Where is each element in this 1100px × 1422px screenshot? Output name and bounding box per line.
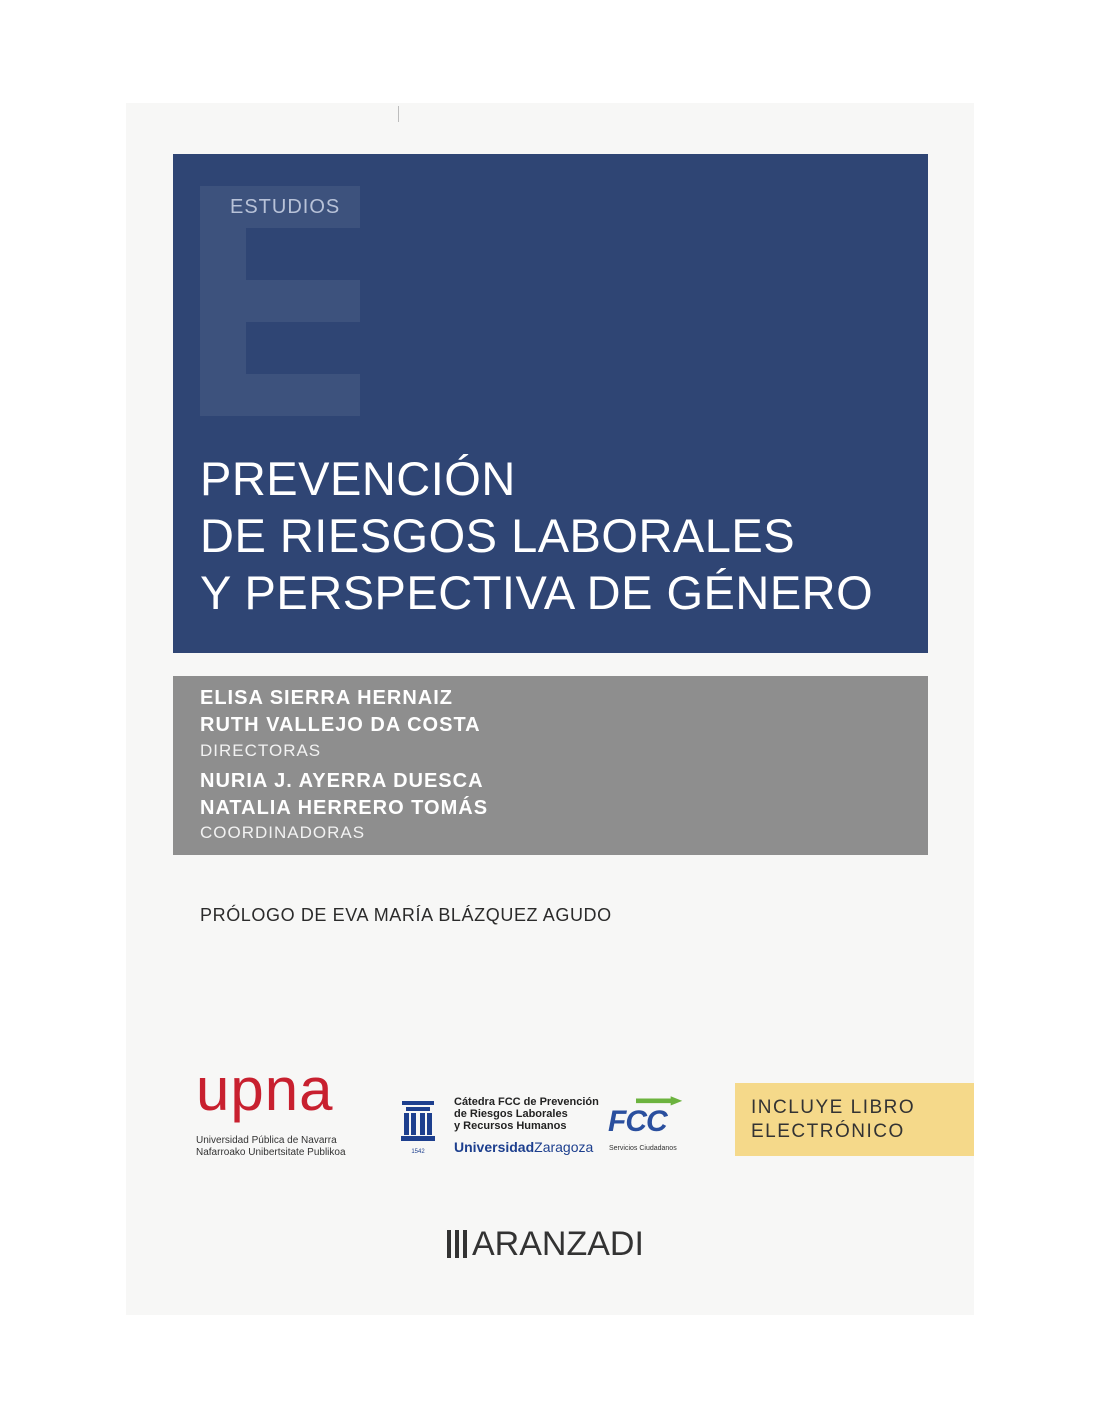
- book-title: [200, 450, 873, 621]
- title-line: Y PERSPECTIVA DE GÉNERO: [200, 566, 874, 619]
- catedra-text: [454, 1096, 599, 1132]
- coordinator-name: NURIA J. AYERRA DUESCA: [200, 770, 484, 792]
- upna-name-es: Universidad Pública de Navarra: [196, 1135, 337, 1146]
- coordinator-name: NATALIA HERRERO TOMÁS: [200, 797, 489, 819]
- director-name: ELISA SIERRA HERNAIZ: [200, 687, 453, 709]
- upna-name-eu: Nafarroako Unibertsitate Publikoa: [196, 1147, 346, 1158]
- university-seal-icon: [398, 1095, 438, 1155]
- series-label: ESTUDIOS: [230, 196, 341, 218]
- publisher-name: ARANZADI: [472, 1225, 644, 1263]
- catedra-line: Cátedra FCC de Prevención: [454, 1096, 599, 1108]
- series-e-watermark: [200, 186, 360, 416]
- ebook-sticker: [735, 1083, 974, 1156]
- authors-block: [173, 676, 928, 855]
- title-block: [173, 154, 928, 653]
- catedra-line: y Recursos Humanos: [454, 1120, 567, 1132]
- unizar-bold: Universidad: [454, 1139, 535, 1155]
- unizar-regular: Zaragoza: [534, 1139, 594, 1155]
- title-line: PREVENCIÓN: [200, 452, 516, 505]
- sticker-line: INCLUYE LIBRO: [751, 1097, 916, 1118]
- catedra-line: de Riesgos Laborales: [454, 1108, 568, 1120]
- publisher-logo: [446, 1225, 644, 1264]
- upna-wordmark: upna: [196, 1056, 334, 1123]
- publisher-bars-icon: [446, 1230, 472, 1258]
- unizar-wordmark: [454, 1139, 593, 1155]
- fcc-logo: [608, 1095, 698, 1155]
- title-line: DE RIESGOS LABORALES: [200, 509, 796, 562]
- director-name: RUTH VALLEJO DA COSTA: [200, 714, 481, 736]
- fcc-subtitle: Servicios Ciudadanos: [609, 1145, 677, 1152]
- prologue-line: PRÓLOGO DE EVA MARÍA BLÁZQUEZ AGUDO: [200, 905, 612, 925]
- fcc-wordmark: FCC: [608, 1105, 667, 1138]
- sticker-line: ELECTRÓNICO: [751, 1121, 905, 1142]
- coordinators-role: COORDINADORAS: [200, 823, 366, 842]
- catedra-logo: [398, 1093, 608, 1163]
- upna-logo: [196, 1056, 366, 1160]
- directors-role: DIRECTORAS: [200, 741, 322, 760]
- seal-year: 1542: [411, 1149, 425, 1155]
- scan-mark: [398, 106, 399, 122]
